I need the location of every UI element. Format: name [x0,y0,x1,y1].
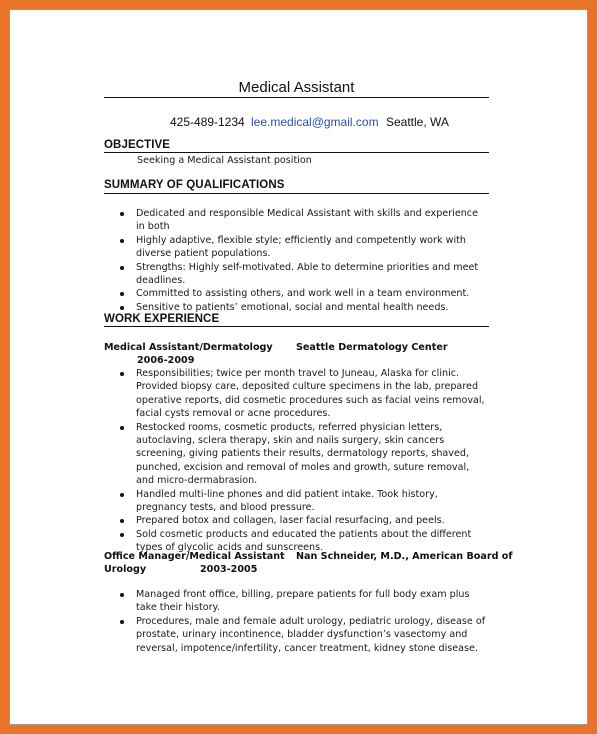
resume-title: Medical Assistant [238,79,355,96]
job-employer: Nan Schneider, M.D., American Board of [296,551,513,562]
job-duties-list [119,367,489,555]
list-item: Committed to assisting others, and work well in a team environment. [119,287,489,300]
job-title-continued: Urology [104,564,147,575]
objective-text: Seeking a Medical Assistant position [137,155,312,166]
summary-rule [104,193,489,194]
job-title: Office Manager/Medical Assistant [104,551,285,562]
list-item: Dedicated and responsible Medical Assistant with skills and experience in both [119,207,489,234]
job-dates: 2003-2005 [200,564,258,575]
list-item: Responsibilities; twice per month travel to Juneau, Alaska for clinic. Provided biopsy care, deposited culture specimens in the lab, prepared operative reports, did cosmetic procedures such as facial veins removal, facial cysts removal or acne procedures. [119,367,489,421]
title-rule [104,97,489,98]
list-item: Strengths: Highly self-motivated. Able to determine priorities and meet deadlines. [119,261,489,288]
summary-heading: SUMMARY OF QUALIFICATIONS [104,179,285,191]
list-item: Restocked rooms, cosmetic products, referred physician letters, autoclaving, sclera therapy, skin and nails surgery, skin cancers screening, giving patients their results, dermatology reports, shaved, punched, excision and removal of moles and growth, suture removal, and micro-dermabrasion. [119,421,489,488]
email-link[interactable]: lee.medical@gmail.com [251,115,379,129]
experience-heading: WORK EXPERIENCE [104,313,220,325]
list-item: Sensitive to patients’ emotional, social and mental health needs. [119,301,489,314]
summary-list [119,207,489,314]
bullet-icon [120,620,124,624]
job-dates: 2006-2009 [137,355,195,366]
job-duties-list [119,588,489,655]
objective-rule [104,152,489,153]
experience-rule [104,326,489,327]
bullet-icon [120,266,124,270]
bullet-icon [120,292,124,296]
bullet-icon [120,212,124,216]
job-title: Medical Assistant/Dermatology [104,342,273,353]
bullet-icon [120,372,124,376]
list-item: Prepared botox and collagen, laser facial resurfacing, and peels. [119,514,489,527]
list-item: Procedures, male and female adult urology, pediatric urology, disease of prostate, urinary incontinence, bladder dysfunction’s vasectomy and reversal, impotence/infertility, cancer treatment, kidney stone disease. [119,615,489,655]
bullet-icon [120,593,124,597]
bullet-icon [120,239,124,243]
list-item: Highly adaptive, flexible style; efficiently and competently work with diverse patient populations. [119,234,489,261]
list-item: Sold cosmetic products and educated the patients about the different types of glycolic acids and sunscreens. [119,528,489,555]
bullet-icon [120,426,124,430]
bullet-icon [120,519,124,523]
location: Seattle, WA [386,115,449,129]
list-item: Managed front office, billing, prepare patients for full body exam plus take their history. [119,588,489,615]
job-employer: Seattle Dermatology Center [296,342,448,353]
bullet-icon [120,533,124,537]
bullet-icon [120,306,124,310]
phone-number: 425-489-1234 [170,115,245,129]
list-item: Handled multi-line phones and did patient intake. Took history, pregnancy tests, and blood pressure. [119,488,489,515]
objective-heading: OBJECTIVE [104,139,171,151]
bullet-icon [120,493,124,497]
